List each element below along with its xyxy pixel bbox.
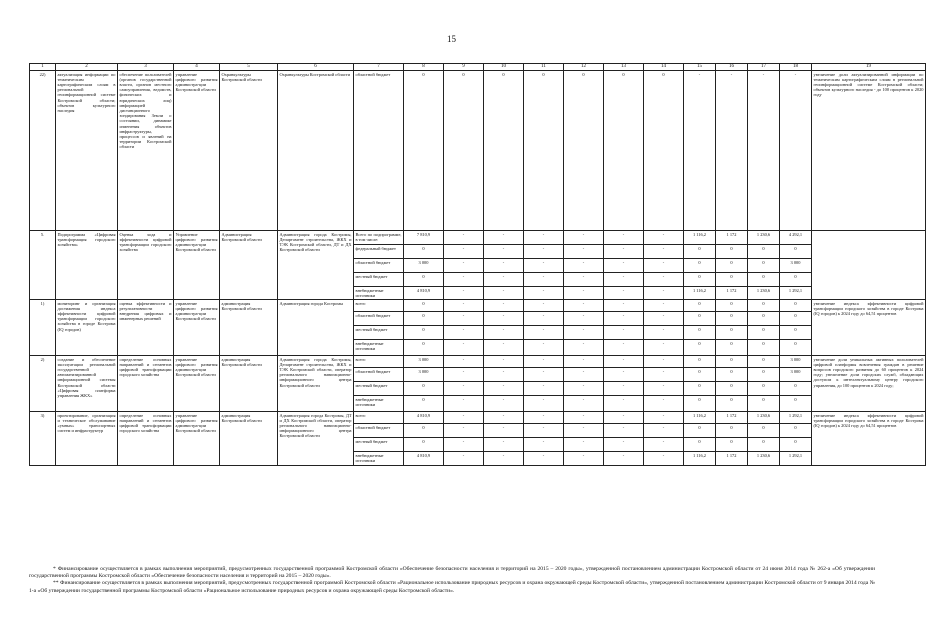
funding-value: 0 [684, 259, 716, 273]
funding-value: 0 [748, 424, 780, 438]
funding-value: 0 [716, 326, 748, 340]
funding-value: - [444, 300, 484, 312]
funding-source: всего [354, 300, 404, 312]
footnotes [29, 566, 875, 595]
funding-value: - [564, 412, 604, 424]
funding-value: 0 [404, 71, 444, 231]
funding-value: - [524, 396, 564, 412]
funding-value: - [444, 259, 484, 273]
funding-value: - [604, 300, 644, 312]
funding-value: - [524, 312, 564, 326]
funding-value: 0 [748, 382, 780, 396]
funding-value: - [444, 340, 484, 356]
funding-value: - [644, 368, 684, 382]
expected-result: увеличение индекса эффективности цифровой трансформации городского хозяйства в городе Кострома (IQ городов) к 2024 году до 64,51 процентов [812, 412, 926, 466]
responsible-executor: управление цифрового развития администра-ции Костромской области [174, 300, 220, 356]
funding-value: 1 116,2 [684, 412, 716, 424]
funding-value: 0 [716, 438, 748, 452]
activity-goal: Оценка хода и эффективности цифровой трансформации городского хозяйства [118, 231, 174, 300]
funding-value: 0 [748, 259, 780, 273]
funding-value: - [484, 287, 524, 300]
column-number: 17 [748, 64, 780, 71]
funding-value: - [644, 326, 684, 340]
funding-source: областной бюджет [354, 368, 404, 382]
funding-value: 0 [404, 340, 444, 356]
funding-value: - [564, 382, 604, 396]
funding-value: - [564, 438, 604, 452]
funding-value: - [524, 368, 564, 382]
expected-result [812, 231, 926, 300]
funding-value: - [524, 412, 564, 424]
funding-value: 3 000 [780, 356, 812, 368]
co-executors: Администрация города Костромы, Департамент строительства, ЖКХ и ТЭК Костромской области, ДТ и ДХ Костромской области [278, 231, 354, 300]
co-executors: Администрация города Костромы, ДТ и ДХ Костромской области, оператор регионального навигационно-информационного центра Костромской области [278, 412, 354, 466]
funding-value: 0 [684, 273, 716, 287]
funding-value: 0 [780, 312, 812, 326]
funding-value: - [604, 231, 644, 245]
funding-value: 0 [404, 245, 444, 259]
funding-value: - [604, 438, 644, 452]
funding-value: - [564, 245, 604, 259]
funding-value: - [484, 368, 524, 382]
co-executors: Администрация города Костромы, Департамент строительства, ЖКХ и ТЭК Костромской области, оператор регионального навигационно-информационного центра Костромской области [278, 356, 354, 412]
funding-value: 0 [780, 438, 812, 452]
funding-source: областной бюджет [354, 424, 404, 438]
funding-value: 4 810,9 [404, 452, 444, 466]
item-number: 5. [30, 231, 56, 300]
table-row [30, 300, 926, 312]
funding-value: - [444, 424, 484, 438]
funding-value: - [484, 382, 524, 396]
funding-source: Всего по подпрограмме, в том числе: [354, 231, 404, 245]
funding-value: 0 [716, 245, 748, 259]
column-number: 1 [30, 64, 56, 71]
funding-value: - [564, 396, 604, 412]
funding-value: - [484, 300, 524, 312]
funding-value: 0 [780, 382, 812, 396]
funding-value: - [484, 452, 524, 466]
funding-value: 3 000 [780, 259, 812, 273]
column-number: 9 [444, 64, 484, 71]
funding-value: 0 [444, 71, 484, 231]
funding-value: - [484, 396, 524, 412]
funding-source: местный бюджет [354, 382, 404, 396]
co-executors: Охранкультуры Костромской области [278, 71, 354, 231]
funding-value: 0 [748, 438, 780, 452]
funding-value: - [524, 326, 564, 340]
funding-source: федеральный бюджет [354, 245, 404, 259]
funding-value: 0 [780, 245, 812, 259]
funding-value: - [716, 71, 748, 231]
column-number-row [30, 64, 926, 71]
funding-value: 0 [404, 312, 444, 326]
funding-value: 0 [684, 245, 716, 259]
item-number: 1) [30, 300, 56, 356]
funding-value: - [444, 438, 484, 452]
funding-value: - [604, 340, 644, 356]
funding-value: - [748, 71, 780, 231]
funding-value: - [444, 231, 484, 245]
funding-value: - [780, 71, 812, 231]
funding-value: - [644, 312, 684, 326]
item-number: 2) [30, 356, 56, 412]
funding-value: 0 [748, 356, 780, 368]
funding-value: - [524, 382, 564, 396]
funding-value: - [644, 300, 684, 312]
funding-value: 0 [780, 326, 812, 340]
column-number: 16 [716, 64, 748, 71]
funding-value: 0 [484, 71, 524, 231]
funding-value: 0 [684, 382, 716, 396]
funding-value: 0 [716, 340, 748, 356]
funding-value: 0 [684, 326, 716, 340]
funding-value: 0 [644, 71, 684, 231]
funding-value: - [564, 356, 604, 368]
funding-value: 0 [748, 300, 780, 312]
funding-value: - [564, 326, 604, 340]
activity-name: Подпрограмма «Цифровая трансформация городского хозяйства» [56, 231, 118, 300]
funding-value: - [564, 273, 604, 287]
funding-value: - [644, 287, 684, 300]
funding-value: 0 [748, 312, 780, 326]
funding-value: 0 [684, 396, 716, 412]
funding-source: местный бюджет [354, 326, 404, 340]
funding-value: - [604, 259, 644, 273]
funding-value: - [524, 438, 564, 452]
funding-value: - [604, 312, 644, 326]
column-number: 14 [644, 64, 684, 71]
activity-goal: определение основных направлений и сегментов цифровой трансформации городского хозяйства [118, 356, 174, 412]
funding-source: внебюджетные источники [354, 287, 404, 300]
funding-value: 0 [404, 424, 444, 438]
column-number: 3 [118, 64, 174, 71]
funding-value: 0 [684, 438, 716, 452]
funding-value: 0 [780, 300, 812, 312]
expected-result: увеличение доли уникальных активных пользователей цифровой платформы вовлечения граждан в решение вопросов городского развития до 60 процентов к 2024 году; увеличение доли городских служб, обладающих доступом к интеллектуальному центру городского управления, до 100 процентов к 2024 году; [812, 356, 926, 412]
footnote: * Финансирование осуществляется в рамках выполнения мероприятий, предусмотренных государственной программой Костромской области «Обеспечение безопасности населения и территорий на 2015 – 2020 годы», утвержденной постановлением администрации Костромской области от 24 июня 2014 года № 262-а «Об утверждении государственной программы Костромской области «Обеспечение безопасности населения и территорий на 2015 – 2020 годы». [29, 566, 875, 580]
funding-source: местный бюджет [354, 273, 404, 287]
funding-value: - [444, 452, 484, 466]
funding-value: 1 172 [716, 287, 748, 300]
funding-value: - [604, 245, 644, 259]
column-number: 11 [524, 64, 564, 71]
funding-value: - [484, 273, 524, 287]
funding-value: 0 [684, 312, 716, 326]
funding-value: - [564, 259, 604, 273]
funding-value: - [484, 340, 524, 356]
activity-goal: обеспечение пользователей (органов государственной власти, органов местного самоуправления, ведомств, физических и юридических лиц) информацией дистанционного зондирования Земли о состоянии, динамике изменения объектов инфраструктуры, процессов и явлений на территории Костромской области [118, 71, 174, 231]
funding-value: - [644, 438, 684, 452]
funding-value: - [644, 259, 684, 273]
funding-value: 1 230,6 [748, 231, 780, 245]
funding-value: 3 000 [404, 368, 444, 382]
funding-value: 3 000 [780, 368, 812, 382]
funding-value: - [684, 71, 716, 231]
main-executor: администрация Костромской области [220, 356, 278, 412]
funding-value: - [444, 412, 484, 424]
column-number: 15 [684, 64, 716, 71]
funding-value: 0 [780, 424, 812, 438]
funding-value: 0 [780, 340, 812, 356]
funding-value: - [564, 452, 604, 466]
funding-value: - [564, 368, 604, 382]
funding-value: 0 [684, 356, 716, 368]
funding-value: 0 [716, 368, 748, 382]
column-number: 12 [564, 64, 604, 71]
funding-value: - [444, 245, 484, 259]
funding-value: 1 116,2 [684, 287, 716, 300]
funding-source: внебюджетные источники [354, 340, 404, 356]
footnote: ** Финансирование осуществляется в рамках выполнения мероприятий, предусмотренных государственной программой Костромской области «Рациональное использование природных ресурсов и охрана окружающей среды Костромской области», утвержденной постановлением администрации Костромской области от 9 января 2014 года № 1-а «Об утверждении государственной программы Костромской области «Рациональное использование природных ресурсов и охрана окружающей среды Костромской области». [29, 580, 875, 594]
column-number: 8 [404, 64, 444, 71]
main-executor: Охранкультуры Костромской области [220, 71, 278, 231]
funding-value: - [524, 300, 564, 312]
funding-value: - [484, 412, 524, 424]
funding-source: областной бюджет [354, 312, 404, 326]
funding-value: - [444, 368, 484, 382]
funding-value: 1 292,1 [780, 452, 812, 466]
funding-value: 1 172 [716, 231, 748, 245]
table-row [30, 231, 926, 245]
funding-value: 0 [780, 396, 812, 412]
funding-value: - [484, 245, 524, 259]
funding-value: 1 292,1 [780, 412, 812, 424]
funding-value: 0 [716, 273, 748, 287]
funding-value: 1 230,6 [748, 287, 780, 300]
funding-value: - [444, 312, 484, 326]
funding-value: 1 172 [716, 412, 748, 424]
funding-value: 0 [404, 273, 444, 287]
funding-value: 3 000 [404, 259, 444, 273]
funding-value: - [444, 396, 484, 412]
funding-value: - [524, 245, 564, 259]
expected-result: увеличение доли актуализированной информации по тематическим картографическим слоям в региональной геоинформационной системе Костромской области; объектов культурного наследия - до 100 процентов к 2020 году [812, 71, 926, 231]
activity-name: мониторинг и организация достижения индекса эффективности цифровой трансформации городского хозяйства в городе Кострома (IQ городов) [56, 300, 118, 356]
funding-value: 4 292,1 [780, 231, 812, 245]
funding-source: всего [354, 412, 404, 424]
funding-source: всего [354, 356, 404, 368]
funding-value: 3 000 [404, 356, 444, 368]
funding-value: - [604, 287, 644, 300]
funding-source: внебюджетные источники [354, 452, 404, 466]
funding-value: - [644, 356, 684, 368]
funding-value: - [564, 287, 604, 300]
funding-value: - [604, 273, 644, 287]
funding-value: - [524, 231, 564, 245]
funding-value: - [644, 340, 684, 356]
page-number: 15 [447, 34, 456, 44]
funding-value: - [604, 382, 644, 396]
funding-value: 0 [748, 273, 780, 287]
table-row [30, 356, 926, 368]
funding-value: 1 116,2 [684, 452, 716, 466]
funding-value: - [644, 245, 684, 259]
responsible-executor: управление цифрового развития администра-ции Костромской области [174, 356, 220, 412]
funding-value: - [564, 340, 604, 356]
funding-value: 0 [780, 273, 812, 287]
column-number: 5 [220, 64, 278, 71]
funding-value: - [524, 287, 564, 300]
funding-value: - [444, 287, 484, 300]
item-number: 3) [30, 412, 56, 466]
funding-value: 1 230,6 [748, 412, 780, 424]
expected-result: увеличение индекса эффективности цифровой трансформации городского хозяйства в городе Кострома (IQ городов) к 2024 году до 64,51 процентов [812, 300, 926, 356]
table-row [30, 412, 926, 424]
funding-source: областной бюджет [354, 259, 404, 273]
column-number: 13 [604, 64, 644, 71]
funding-value: - [564, 424, 604, 438]
funding-value: 0 [524, 71, 564, 231]
funding-value: - [484, 231, 524, 245]
funding-value: 0 [684, 368, 716, 382]
funding-value: 1 172 [716, 452, 748, 466]
responsible-executor: управление цифрового развития администра-ции Костромской области [174, 412, 220, 466]
funding-value: 0 [748, 340, 780, 356]
funding-value: 0 [716, 312, 748, 326]
funding-value: - [524, 273, 564, 287]
funding-value: - [564, 231, 604, 245]
funding-value: - [484, 424, 524, 438]
funding-value: - [644, 396, 684, 412]
activity-name: создание и обеспечение эксплуатации региональной государственной автоматизированной информационной системы Костромской области «Цифровая платформа управления ЖКХ» [56, 356, 118, 412]
funding-value: 0 [404, 300, 444, 312]
column-number: 4 [174, 64, 220, 71]
funding-value: - [604, 424, 644, 438]
funding-value: - [524, 340, 564, 356]
funding-value: - [524, 356, 564, 368]
column-number: 10 [484, 64, 524, 71]
funding-value: 0 [748, 396, 780, 412]
funding-value: - [604, 412, 644, 424]
responsible-executor: Управление цифрового развития администра-ции Костромской области [174, 231, 220, 300]
column-number: 2 [56, 64, 118, 71]
activity-goal: оценка эффективности и результативности внедрения цифровых и инженерных решений [118, 300, 174, 356]
funding-value: 1 116,2 [684, 231, 716, 245]
funding-value: 4 810,9 [404, 412, 444, 424]
funding-value: - [484, 326, 524, 340]
co-executors: Администрация города Костромы [278, 300, 354, 356]
funding-value: - [604, 368, 644, 382]
funding-source: местный бюджет [354, 438, 404, 452]
column-number: 6 [278, 64, 354, 71]
funding-value: 0 [748, 245, 780, 259]
funding-value: - [604, 452, 644, 466]
funding-value: 0 [604, 71, 644, 231]
activity-name: проектирование, организация и техническое обслуживание «умных» транспортных систем и инфраструктур [56, 412, 118, 466]
funding-value: - [524, 259, 564, 273]
funding-value: - [444, 382, 484, 396]
funding-value: - [444, 326, 484, 340]
funding-value: 0 [716, 382, 748, 396]
funding-value: 0 [748, 368, 780, 382]
funding-value: - [564, 300, 604, 312]
funding-value: - [484, 312, 524, 326]
funding-value: 0 [684, 424, 716, 438]
funding-value: - [644, 412, 684, 424]
funding-value: - [444, 356, 484, 368]
activity-name: актуализация информации по тематическим картографическим слоям в региональной геоинформационной системе Костромской области; объектов культурного наследия [56, 71, 118, 231]
funding-value: - [604, 396, 644, 412]
main-executor: администрация Костромской области [220, 412, 278, 466]
funding-value: - [484, 438, 524, 452]
funding-value: 0 [716, 300, 748, 312]
funding-value: - [484, 259, 524, 273]
funding-value: - [604, 326, 644, 340]
responsible-executor: управление цифрового развития администра-ции Костромской области [174, 71, 220, 231]
main-executor: администрация Костромской области [220, 300, 278, 356]
funding-value: 0 [684, 300, 716, 312]
funding-source: внебюджетные источники [354, 396, 404, 412]
funding-value: - [524, 452, 564, 466]
table-row [30, 71, 926, 231]
funding-value: - [644, 382, 684, 396]
item-number: 22) [30, 71, 56, 231]
funding-value: - [524, 424, 564, 438]
funding-value: 0 [716, 396, 748, 412]
column-number: 19 [812, 64, 926, 71]
main-executor: Администрация Костромской области [220, 231, 278, 300]
funding-value: 0 [404, 438, 444, 452]
funding-value: 0 [716, 356, 748, 368]
funding-value: 0 [404, 382, 444, 396]
funding-value: 0 [716, 259, 748, 273]
funding-value: - [644, 452, 684, 466]
funding-value: - [484, 356, 524, 368]
funding-value: 0 [404, 326, 444, 340]
funding-value: - [564, 312, 604, 326]
funding-value: - [444, 273, 484, 287]
funding-value: 1 230,6 [748, 452, 780, 466]
funding-value: 0 [404, 396, 444, 412]
program-table [29, 63, 926, 466]
funding-value: 1 292,1 [780, 287, 812, 300]
funding-value: 0 [716, 424, 748, 438]
funding-source: областной бюджет [354, 71, 404, 231]
funding-value: 7 810,9 [404, 231, 444, 245]
column-number: 18 [780, 64, 812, 71]
funding-value: - [644, 273, 684, 287]
column-number: 7 [354, 64, 404, 71]
funding-value: - [644, 424, 684, 438]
funding-value: 0 [564, 71, 604, 231]
funding-value: 0 [684, 340, 716, 356]
funding-value: 4 810,9 [404, 287, 444, 300]
activity-goal: определение основных направлений и сегментов цифровой трансформации городского хозяйства [118, 412, 174, 466]
funding-value: - [644, 231, 684, 245]
funding-value: - [604, 356, 644, 368]
funding-value: 0 [748, 326, 780, 340]
